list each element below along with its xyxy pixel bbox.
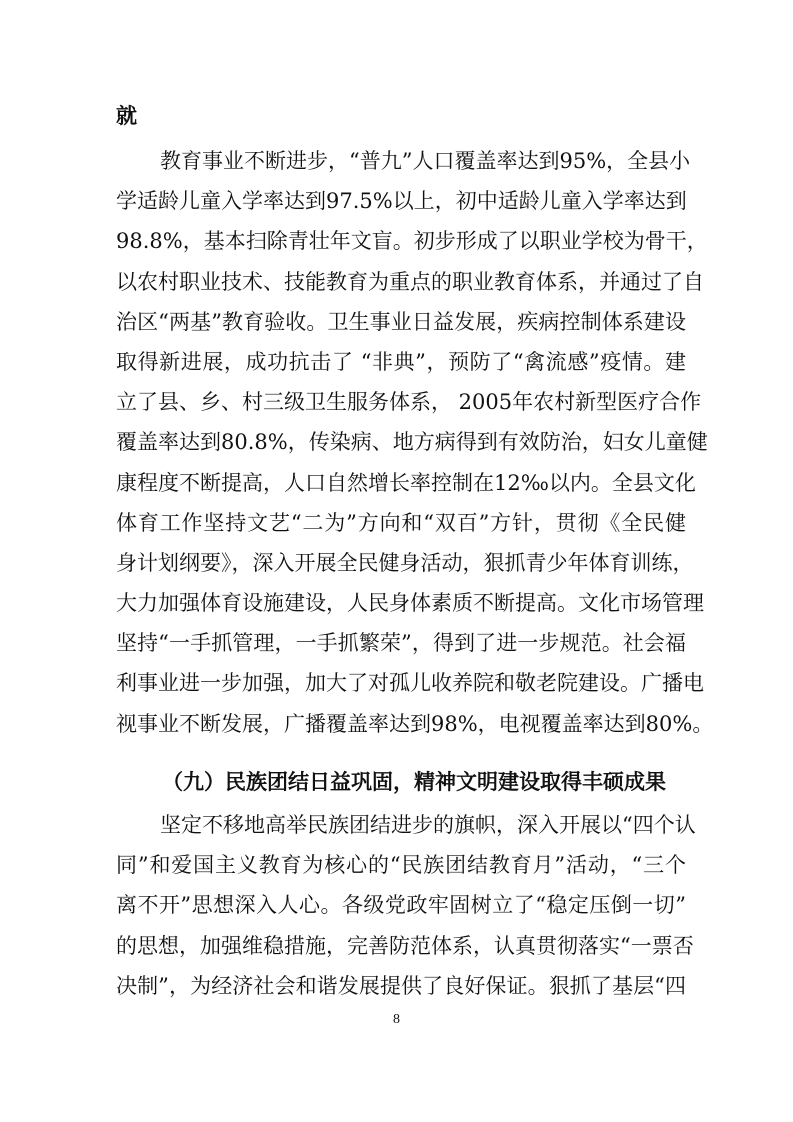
text-line: 98.8%，基本扫除青壮年文盲。初步形成了以职业学校为骨干，: [116, 229, 708, 254]
section-heading: （九）民族团结日益巩固，精神文明建设取得丰硕成果: [162, 769, 666, 794]
page-number: 8: [393, 1012, 400, 1027]
text-line: 坚持“一手抓管理，一手抓繁荣”，得到了进一步规范。社会福: [116, 631, 686, 656]
text-line: 覆盖率达到80.8%，传染病、地方病得到有效防治，妇女儿童健: [116, 430, 708, 455]
text-line: 身计划纲要》，深入开展全民健身活动，狠抓青少年体育训练，: [116, 550, 694, 575]
text-line: 利事业进一步加强，加大了对孤儿收养院和敬老院建设。广播电: [116, 671, 704, 696]
text-line: 同”和爱国主义教育为核心的“民族团结教育月”活动，“三个: [116, 853, 686, 878]
text-line: 大力加强体育设施建设，人民身体素质不断提高。文化市场管理: [116, 591, 704, 616]
text-line: 以农村职业技术、技能教育为重点的职业教育体系，并通过了自: [116, 269, 704, 294]
text-line: 离不开”思想深入人心。各级党政牢固树立了“稳定压倒一切”: [116, 893, 686, 918]
opening-fragment: 就: [116, 103, 137, 128]
opening-fragment-block: [116, 96, 686, 136]
text-line: 立了县、乡、村三级卫生服务体系， 2005年农村新型医疗合作: [116, 390, 702, 415]
text-line: 决制”，为经济社会和谐发展提供了良好保证。狠抓了基层“四: [116, 973, 686, 998]
text-line: 体育工作坚持文艺“二为”方向和“双百”方针，贯彻《全民健: [116, 510, 686, 535]
paragraph-education: [116, 141, 714, 744]
text-line: 治区“两基”教育验收。卫生事业日益发展，疾病控制体系建设: [116, 309, 686, 334]
text-line: 教育事业不断进步，“普九”人口覆盖率达到95%，全县小: [160, 149, 691, 173]
text-line: 取得新进展，成功抗击了 “非典”，预防了“禽流感”疫情。建: [116, 349, 686, 374]
paragraph-unity: [116, 805, 696, 1006]
text-line: 的思想，加强维稳措施，完善防范体系，认真贯彻落实“一票否: [116, 933, 694, 958]
text-line: 坚定不移地高举民族团结进步的旗帜，深入开展以“四个认: [160, 813, 696, 837]
text-line: 学适龄儿童入学率达到97.5%以上，初中适龄儿童入学率达到: [116, 189, 687, 214]
text-line: 康程度不断提高，人口自然增长率控制在12‰以内。全县文化: [116, 470, 696, 495]
text-line: 视事业不断发展，广播覆盖率达到98%，电视覆盖率达到80%。: [116, 711, 714, 736]
